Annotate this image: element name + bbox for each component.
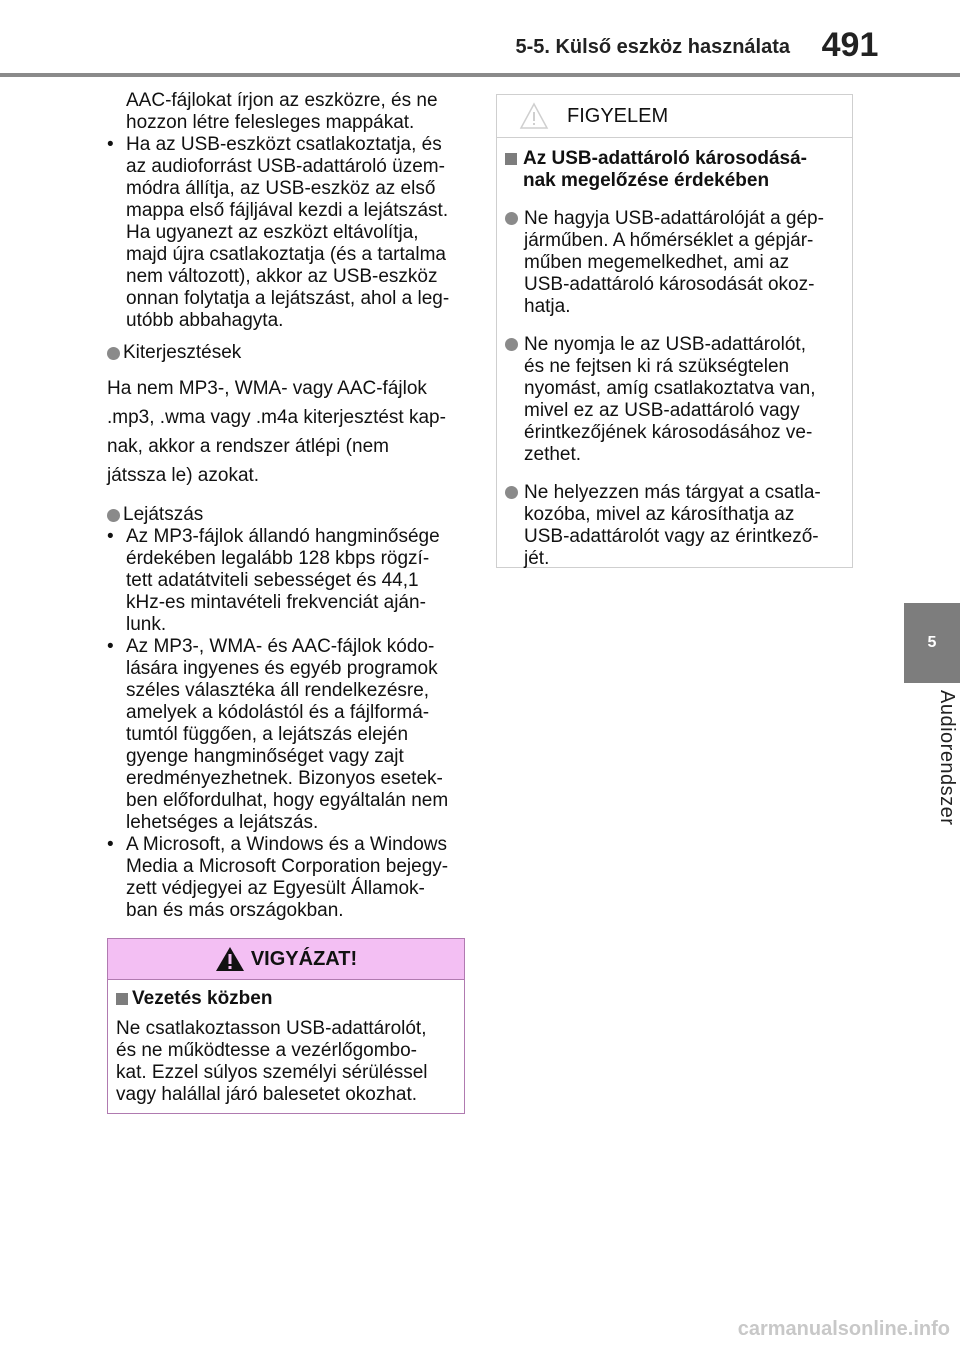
section-heading: [107, 342, 467, 364]
caution-header: [108, 939, 464, 980]
text-line: utóbb abbahagyta.: [126, 310, 284, 331]
text-line: jét.: [524, 548, 550, 569]
text-line: zett védjegyei az Egyesült Államok-: [126, 878, 425, 899]
text-line: kHz-es mintavételi frekvenciát aján-: [126, 592, 426, 613]
text-line: nak megelőzése érdekében: [523, 170, 770, 191]
bullet-item: [107, 834, 467, 922]
text-line: nyomást, amíg csatlakoztatva van,: [524, 378, 816, 399]
notice-item-text: [524, 482, 821, 570]
text-line: műben megemelkedhet, ami az: [524, 252, 790, 273]
text-line: kozóba, mivel az károsíthatja az: [524, 504, 795, 525]
text-line: érdekében legalább 128 kbps rögzí-: [126, 548, 430, 569]
text-line: ban és más országokban.: [126, 900, 344, 921]
text-line: USB-adattárolót vagy az érintkező-: [524, 526, 819, 547]
watermark: carmanualsonline.info: [737, 1318, 950, 1340]
circle-bullet-icon: [505, 212, 518, 225]
text-line: és ne működtesse a vezérlőgombo-: [116, 1040, 417, 1061]
text-line: Az MP3-, WMA- és AAC-fájlok kódo-: [126, 636, 435, 657]
text-line: mivel ez az USB-adattároló vagy: [524, 400, 800, 421]
text-line: majd újra csatlakoztatja (és a tartalma: [126, 244, 446, 265]
bullet-item: [107, 636, 467, 834]
text-line: módra állítja, az USB-eszköz az első: [126, 178, 436, 199]
text-line: az audioforrást USB-adattároló üzem-: [126, 156, 445, 177]
text-line: és ne fejtsen ki rá szükségtelen: [524, 356, 790, 377]
left-column: [107, 90, 467, 922]
text-line: Az MP3-fájlok állandó hangminősége: [126, 526, 440, 547]
text-line: széles választéka áll rendelkezésre,: [126, 680, 430, 701]
notice-item: [505, 334, 844, 466]
text-line: Ne hagyja USB-adattárolóját a gép-: [524, 208, 824, 229]
caution-box: [107, 938, 465, 1114]
subheading-text: Vezetés közben: [132, 988, 273, 1009]
warning-outline-icon: [519, 102, 549, 130]
extensions-text: [107, 374, 467, 490]
text-line: .mp3, .wma vagy .m4a kiterjesztést kap-: [107, 407, 446, 428]
notice-box: [496, 94, 853, 568]
text-line: Az USB-adattároló károsodásá-: [523, 148, 808, 169]
header-divider: [0, 73, 960, 77]
text-line: Ha az USB-eszközt csatlakoztatja, és: [126, 134, 442, 155]
text-line: amelyek a kódolástól és a fájlformá-: [126, 702, 430, 723]
chapter-label: Audiorendszer: [936, 690, 958, 826]
section-heading-text: Lejátszás: [123, 504, 204, 525]
text-line: gyenge hangminőséget vagy zajt: [126, 746, 404, 767]
text-line: USB-adattároló károsodását okoz-: [524, 274, 815, 295]
bullet-item: [107, 134, 467, 332]
text-line: játssza le) azokat.: [107, 465, 260, 486]
text-line: hatja.: [524, 296, 571, 317]
text-line: AAC-fájlokat írjon az eszközre, és ne: [126, 90, 438, 111]
text-line: hozzon létre felesleges mappákat.: [126, 112, 415, 133]
circle-bullet-icon: [505, 338, 518, 351]
notice-item: [505, 482, 844, 570]
subheading-text: [523, 148, 807, 192]
text-line: eredményezhetnek. Bizonyos esetek-: [126, 768, 443, 789]
text-line: tumtól függően, a lejátszás elején: [126, 724, 409, 745]
text-line: vagy halállal járó balesetet okozhat.: [116, 1084, 418, 1105]
chapter-number: 5: [927, 634, 937, 651]
text-line: Media a Microsoft Corporation bejegy-: [126, 856, 449, 877]
text-line: járműben. A hőmérséklet a gépjár-: [524, 230, 814, 251]
text-line: onnan folytatja a lejátszást, ahol a leg-: [126, 288, 450, 309]
text-line: nak, akkor a rendszer átlépi (nem: [107, 436, 389, 457]
chapter-tab: [904, 603, 960, 683]
bullet-dot: •: [107, 526, 114, 547]
notice-header: [497, 95, 852, 138]
notice-subheading: [505, 148, 844, 192]
text-line: lehetséges a lejátszás.: [126, 812, 319, 833]
notice-item: [505, 208, 844, 318]
bullet-item: [107, 526, 467, 636]
caution-subheading: [116, 988, 456, 1010]
text-line: Ne helyezzen más tárgyat a csatla-: [524, 482, 821, 503]
section-title: 5-5. Külső eszköz használata: [515, 36, 790, 58]
text-line: tett adatátviteli sebességet és 44,1: [126, 570, 419, 591]
page-number: 491: [821, 26, 879, 64]
text-line: ben előfordulhat, hogy egyáltalán nem: [126, 790, 449, 811]
bullet-dot: •: [107, 834, 114, 855]
text-line: érintkezőjének károsodásához ve-: [524, 422, 813, 443]
notice-item-text: [524, 208, 824, 318]
notice-item-text: [524, 334, 815, 466]
text-line: zethet.: [524, 444, 582, 465]
text-line: Ne csatlakoztasson USB-adattárolót,: [116, 1018, 427, 1039]
warning-triangle-icon: [215, 946, 245, 972]
section-heading: [107, 504, 467, 526]
text-line: kat. Ezzel súlyos személyi sérüléssel: [116, 1062, 428, 1083]
section-heading-text: Kiterjesztések: [123, 342, 242, 363]
circle-bullet-icon: [505, 486, 518, 499]
square-bullet-icon: [505, 153, 517, 165]
bullet-dot: •: [107, 134, 114, 155]
text-line: mappa első fájljával kezdi a lejátszást.: [126, 200, 449, 221]
bullet-dot: •: [107, 636, 114, 657]
text-line: Ha ugyanezt az eszközt eltávolítja,: [126, 222, 419, 243]
notice-title: FIGYELEM: [567, 104, 669, 127]
caution-title: VIGYÁZAT!: [250, 947, 358, 970]
text-line: nem változott), akkor az USB-eszköz: [126, 266, 438, 287]
circle-bullet-icon: [107, 347, 120, 360]
intro-text: [107, 90, 467, 134]
square-bullet-icon: [116, 993, 128, 1005]
text-line: Ne nyomja le az USB-adattárolót,: [524, 334, 806, 355]
notice-body: [497, 138, 852, 570]
text-line: lunk.: [126, 614, 167, 635]
caution-body: [108, 980, 464, 1106]
text-line: lására ingyenes és egyéb programok: [126, 658, 438, 679]
text-line: Ha nem MP3-, WMA- vagy AAC-fájlok: [107, 378, 427, 399]
circle-bullet-icon: [107, 509, 120, 522]
text-line: A Microsoft, a Windows és a Windows: [126, 834, 447, 855]
